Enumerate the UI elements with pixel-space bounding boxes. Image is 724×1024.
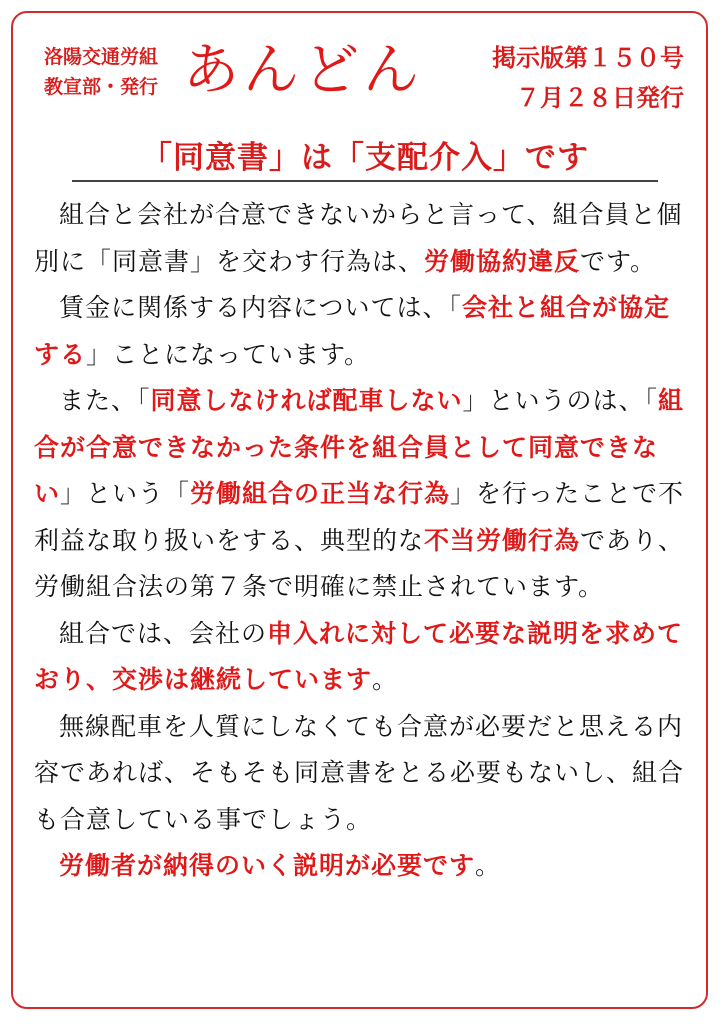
issue-block bbox=[492, 38, 684, 118]
publisher-org: 洛陽交通労組 bbox=[43, 46, 158, 68]
paragraph-6: 労働者が納得のいく説明が必要です。 bbox=[59, 851, 502, 880]
paragraph-1: 組合と会社が合意できないからと言って、組合員と個別に「同意書」を交わす行為は、労働協約違反です。 bbox=[34, 200, 683, 276]
article-body bbox=[34, 192, 696, 890]
highlight: 労働協約違反 bbox=[424, 246, 581, 276]
paragraph-2: 賃金に関係する内容については、「会社と組合が協定する」ことになっています。 bbox=[34, 293, 671, 369]
highlight: 組合が合意できなかった条件を組合員として同意できない bbox=[34, 386, 685, 508]
closing-statement: 労働者が納得のいく説明が必要です bbox=[59, 851, 476, 880]
highlight: 不当労働行為 bbox=[424, 525, 581, 555]
issue-date: ７月２８日発行 bbox=[516, 84, 684, 112]
highlight: 同意しなければ配車しない bbox=[150, 386, 463, 415]
headline-underline bbox=[72, 180, 658, 182]
publisher-dept: 教宣部・発行 bbox=[43, 76, 158, 98]
highlight: 申入れに対して必要な説明を求めており、交渉は継続しています bbox=[34, 618, 684, 694]
highlight: 労働組合の正当な行為 bbox=[190, 479, 451, 508]
headline: 「同意書」は「支配介入」です bbox=[141, 140, 589, 176]
paragraph-5: 無線配車を人質にしなくても合意が必要だと思える内容であれば、そもそも同意書をとる必要もないし、組合も合意している事でしょう。 bbox=[34, 711, 685, 834]
highlight: 会社と組合が協定する bbox=[34, 293, 671, 369]
publisher-block bbox=[36, 42, 166, 102]
newsletter-title: あんどん bbox=[183, 38, 423, 103]
issue-number: 掲示版第１５０号 bbox=[492, 44, 684, 72]
paragraph-3: また、「同意しなければ配車しない」というのは、「組合が合意できなかった条件を組合員として同意できない」という「労働組合の正当な行為」を行ったことで不利益な取り扱いをする、典型的な不当労働行為であり、労働組合法の第７条で明確に禁止されています。 bbox=[34, 386, 685, 601]
paragraph-4: 組合では、会社の申入れに対して必要な説明を求めており、交渉は継続しています。 bbox=[34, 618, 684, 694]
